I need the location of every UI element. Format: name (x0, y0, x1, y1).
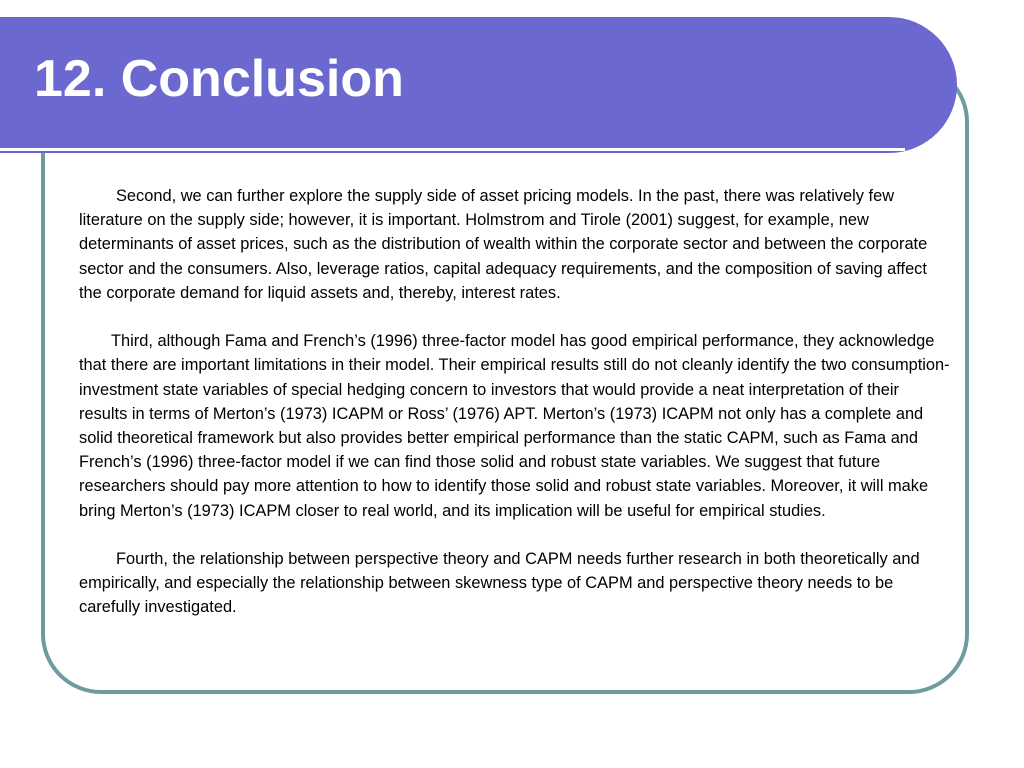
paragraph-second: Second, we can further explore the supply side of asset pricing models. In the past, there was relatively few literature on the supply side; however, it is important. Holmstrom and Tirole (2001) suggest, for example, new determinants of asset prices, such as the distribution of wealth within the corporate sector and between the corporate sector and the consumers. Also, leverage ratios, capital adequacy requirements, and the composition of saving affect the corporate demand for liquid assets and, thereby, interest rates. (79, 187, 928, 302)
slide-title: 12. Conclusion (34, 50, 404, 108)
slide-body (79, 184, 951, 620)
title-underline (0, 148, 905, 151)
paragraph-third: Third, although Fama and French’s (1996) three-factor model has good empirical performance, they acknowledge that there are important limitations in their model. Their empirical results still do not cleanly identify the two consumption-investment state variables of special hedging concern to investors that would provide a neat interpretation of their results in terms of Merton’s (1973) ICAPM or Ross’ (1976) APT. Merton’s (1973) ICAPM not only has a complete and solid theoretical framework but also provides better empirical performance than the static CAPM, such as Fama and French’s (1996) three-factor model if we can find those solid and robust state variables. We suggest that future researchers should pay more attention to how to identify those solid and robust state variables. Moreover, it will make bring Merton’s (1973) ICAPM closer to real world, and its implication will be useful for empirical studies. (79, 332, 950, 520)
paragraph-fourth: Fourth, the relationship between perspective theory and CAPM needs further research in both theoretically and empirically, and especially the relationship between skewness type of CAPM and perspective theory needs to be carefully investigated. (79, 550, 920, 617)
